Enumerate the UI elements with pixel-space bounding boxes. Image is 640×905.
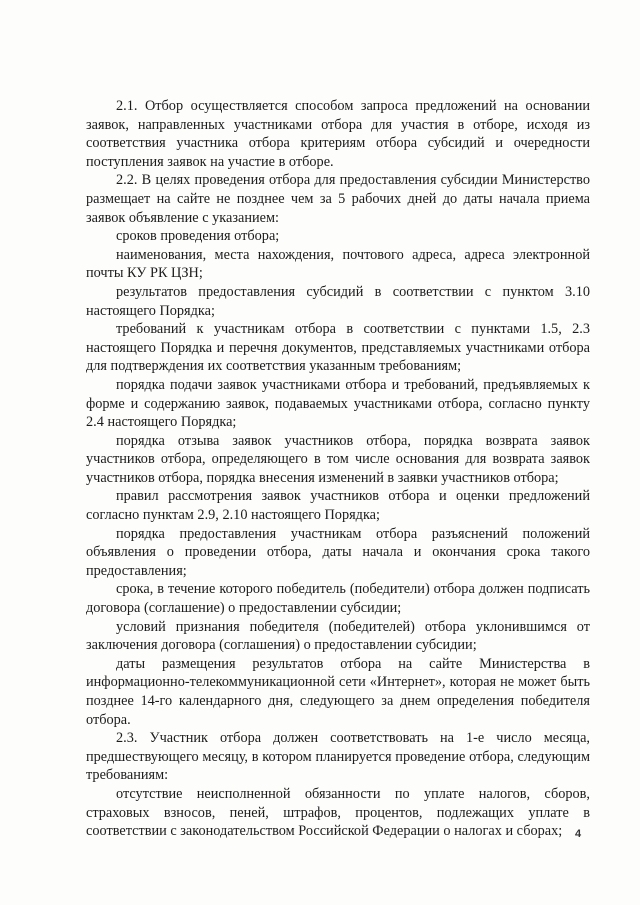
list-item-clarification-procedure: порядка предоставления участникам отбора разъяснений положений объявления о проведении отбора, даты начала и окончания срока такого предоставления; <box>86 525 590 579</box>
page-number: 4 <box>575 828 582 840</box>
list-item-organization-contacts: наименования, места нахождения, почтового адреса, адреса электронной почты КУ РК ЦЗН; <box>86 246 590 282</box>
paragraph-2-3: 2.3. Участник отбора должен соответствовать на 1-е число месяца, предшествующего месяцу, в котором планируется проведение отбора, следующим требованиям: <box>86 730 590 784</box>
list-item-no-tax-debt: отсутствие неисполненной обязанности по уплате налогов, сборов, страховых взносов, пеней, штрафов, процентов, подлежащих уплате в соответствии с законодательством Российской Федерации о налогах и сборах; <box>86 785 590 840</box>
list-item-signing-deadline: срока, в течение которого победитель (победители) отбора должен подписать договора (соглашение) о предоставлении субсидии; <box>86 581 590 617</box>
paragraph-2-1: 2.1. Отбор осуществляется способом запроса предложений на основании заявок, направленных участниками отбора для участия в отборе, исходя из соответствия участника отбора критериям отбора субсидий и очередности поступления заявок на участие в отборе. <box>86 98 590 170</box>
list-item-withdrawal-procedure: порядка отзыва заявок участников отбора, порядка возврата заявок участников отбора, определяющего в том числе основания для возврата заявок участников отбора, порядка внесения изменений в заявки участников отбора; <box>86 432 590 486</box>
list-item-results-publication: даты размещения результатов отбора на сайте Министерства в информационно-телекоммуникационной сети «Интернет», которая не может быть позднее 14-го календарного дня, следующего за днем определения победителя отбора. <box>86 655 590 728</box>
list-item-review-rules: правил рассмотрения заявок участников отбора и оценки предложений согласно пунктам 2.9, 2.10 настоящего Порядка; <box>86 488 590 524</box>
list-item-participant-requirements: требований к участникам отбора в соответствии с пунктами 1.5, 2.3 настоящего Порядка и перечня документов, представляемых участниками отбора для подтверждения их соответствия указанным требованиям; <box>86 321 590 375</box>
list-item-application-procedure: порядка подачи заявок участниками отбора и требований, предъявляемых к форме и содержанию заявок, подаваемых участниками отбора, согласно пункту 2.4 настоящего Порядка; <box>86 376 590 431</box>
list-item-evasion-conditions: условий признания победителя (победителей) отбора уклонившимся от заключения договора (соглашения) о предоставлении субсидии; <box>86 618 590 654</box>
list-item-deadlines: сроков проведения отбора; <box>116 228 280 245</box>
paragraph-2-2: 2.2. В целях проведения отбора для предоставления субсидии Министерство размещает на сайте не позднее чем за 5 рабочих дней до даты начала приема заявок объявление с указанием: <box>86 172 590 226</box>
list-item-subsidy-results: результатов предоставления субсидий в соответствии с пунктом 3.10 настоящего Порядка; <box>86 283 590 319</box>
document-body <box>86 97 590 841</box>
